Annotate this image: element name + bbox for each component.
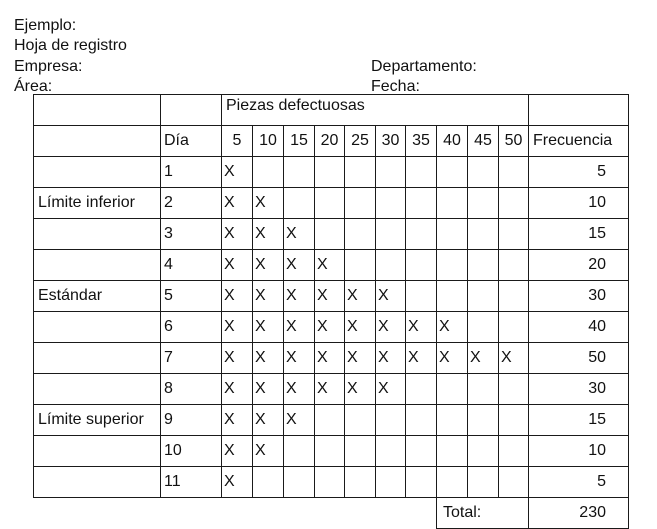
tally-mark: X bbox=[315, 281, 345, 312]
empty-cell bbox=[499, 157, 529, 188]
empty-cell bbox=[499, 188, 529, 219]
tally-mark: X bbox=[222, 188, 253, 219]
tally-mark: X bbox=[284, 219, 315, 250]
corner-cell bbox=[161, 95, 222, 126]
frequency-cell: 5 bbox=[529, 157, 629, 188]
limit-label bbox=[34, 312, 161, 343]
empty-cell bbox=[345, 250, 376, 281]
empty-cell bbox=[376, 436, 406, 467]
limit-label bbox=[34, 436, 161, 467]
empty-cell bbox=[468, 467, 499, 498]
table-row bbox=[34, 157, 629, 188]
empty-cell bbox=[437, 405, 468, 436]
department-label: Departamento: bbox=[371, 58, 477, 75]
empty-cell bbox=[284, 188, 315, 219]
empty-cell bbox=[253, 467, 284, 498]
frequency-cell: 15 bbox=[529, 405, 629, 436]
limit-label: Límite superior bbox=[34, 405, 161, 436]
corner-cell bbox=[529, 95, 629, 126]
column-header-row bbox=[34, 126, 629, 157]
empty-cell bbox=[345, 467, 376, 498]
tally-mark: X bbox=[284, 405, 315, 436]
tally-mark: X bbox=[222, 219, 253, 250]
limit-label bbox=[34, 467, 161, 498]
empty-cell bbox=[406, 250, 437, 281]
empty-cell bbox=[315, 405, 345, 436]
empty-cell bbox=[468, 405, 499, 436]
tally-mark: X bbox=[284, 281, 315, 312]
empty-cell bbox=[499, 374, 529, 405]
table-row bbox=[34, 281, 629, 312]
day-cell: 6 bbox=[161, 312, 222, 343]
tally-mark: X bbox=[437, 312, 468, 343]
table-row bbox=[34, 250, 629, 281]
frequency-cell: 20 bbox=[529, 250, 629, 281]
quantity-header: 5 bbox=[222, 126, 253, 157]
check-sheet-table bbox=[33, 94, 629, 529]
empty-cell bbox=[406, 405, 437, 436]
tally-mark: X bbox=[376, 343, 406, 374]
table-row bbox=[34, 436, 629, 467]
tally-mark: X bbox=[253, 281, 284, 312]
tally-mark: X bbox=[253, 374, 284, 405]
empty-cell bbox=[499, 436, 529, 467]
tally-mark: X bbox=[406, 343, 437, 374]
empty-cell bbox=[499, 312, 529, 343]
day-cell: 7 bbox=[161, 343, 222, 374]
limit-label bbox=[34, 374, 161, 405]
empty-cell bbox=[468, 281, 499, 312]
quantity-header: 15 bbox=[284, 126, 315, 157]
table-row bbox=[34, 374, 629, 405]
area-label: Área: bbox=[14, 78, 53, 95]
frequency-cell: 15 bbox=[529, 219, 629, 250]
tally-mark: X bbox=[315, 250, 345, 281]
quantity-header: 35 bbox=[406, 126, 437, 157]
tally-mark: X bbox=[315, 374, 345, 405]
empty-cell bbox=[315, 188, 345, 219]
empty-cell bbox=[284, 436, 315, 467]
empty-cell bbox=[499, 219, 529, 250]
table-row bbox=[34, 312, 629, 343]
limit-label: Estándar bbox=[34, 281, 161, 312]
tally-mark: X bbox=[222, 312, 253, 343]
empty-cell bbox=[406, 157, 437, 188]
sheet-title: Hoja de registro bbox=[14, 37, 127, 54]
empty-cell bbox=[437, 374, 468, 405]
empty-cell bbox=[376, 405, 406, 436]
empty-cell bbox=[437, 281, 468, 312]
day-cell: 5 bbox=[161, 281, 222, 312]
table-row bbox=[34, 188, 629, 219]
tally-mark: X bbox=[222, 467, 253, 498]
tally-mark: X bbox=[253, 188, 284, 219]
empty-cell bbox=[345, 219, 376, 250]
empty-cell bbox=[315, 467, 345, 498]
tally-mark: X bbox=[315, 312, 345, 343]
tally-mark: X bbox=[222, 281, 253, 312]
empty-cell bbox=[437, 219, 468, 250]
empty-cell bbox=[345, 436, 376, 467]
empty-cell bbox=[376, 188, 406, 219]
empty-cell bbox=[376, 219, 406, 250]
empty-cell bbox=[437, 250, 468, 281]
empty-cell bbox=[253, 157, 284, 188]
tally-mark: X bbox=[284, 250, 315, 281]
corner-cell bbox=[34, 95, 161, 126]
limit-label bbox=[34, 157, 161, 188]
tally-mark: X bbox=[345, 312, 376, 343]
tally-mark: X bbox=[253, 312, 284, 343]
quantity-header: 45 bbox=[468, 126, 499, 157]
tally-mark: X bbox=[376, 312, 406, 343]
quantity-header: 25 bbox=[345, 126, 376, 157]
empty-cell bbox=[499, 405, 529, 436]
date-label: Fecha: bbox=[371, 78, 420, 95]
total-row bbox=[34, 498, 629, 529]
tally-mark: X bbox=[499, 343, 529, 374]
empty-cell bbox=[468, 312, 499, 343]
day-cell: 8 bbox=[161, 374, 222, 405]
empty-cell bbox=[468, 219, 499, 250]
empty-cell bbox=[315, 157, 345, 188]
limit-label bbox=[34, 219, 161, 250]
frequency-cell: 5 bbox=[529, 467, 629, 498]
limit-label bbox=[34, 250, 161, 281]
empty-cell bbox=[437, 188, 468, 219]
empty-cell bbox=[345, 157, 376, 188]
empty-cell bbox=[376, 250, 406, 281]
empty-cell bbox=[499, 467, 529, 498]
company-label: Empresa: bbox=[14, 58, 83, 75]
tally-mark: X bbox=[345, 343, 376, 374]
quantity-header: 20 bbox=[315, 126, 345, 157]
empty-cell bbox=[499, 250, 529, 281]
empty-cell bbox=[468, 374, 499, 405]
tally-mark: X bbox=[253, 343, 284, 374]
quantity-header: 40 bbox=[437, 126, 468, 157]
tally-mark: X bbox=[376, 281, 406, 312]
empty-cell bbox=[406, 467, 437, 498]
blank-cell bbox=[34, 498, 437, 529]
table-row bbox=[34, 343, 629, 374]
empty-cell bbox=[315, 219, 345, 250]
tally-mark: X bbox=[284, 343, 315, 374]
empty-cell bbox=[437, 157, 468, 188]
quantity-header: 10 bbox=[253, 126, 284, 157]
total-value: 230 bbox=[529, 498, 629, 529]
tally-mark: X bbox=[253, 250, 284, 281]
tally-mark: X bbox=[222, 405, 253, 436]
empty-cell bbox=[284, 467, 315, 498]
frequency-cell: 30 bbox=[529, 374, 629, 405]
day-header: Día bbox=[161, 126, 222, 157]
limit-label: Límite inferior bbox=[34, 188, 161, 219]
tally-mark: X bbox=[222, 436, 253, 467]
day-cell: 11 bbox=[161, 467, 222, 498]
frequency-header: Frecuencia bbox=[529, 126, 629, 157]
empty-cell bbox=[284, 157, 315, 188]
empty-cell bbox=[406, 436, 437, 467]
example-label: Ejemplo: bbox=[14, 17, 77, 34]
empty-cell bbox=[499, 281, 529, 312]
limit-label bbox=[34, 343, 161, 374]
day-cell: 9 bbox=[161, 405, 222, 436]
table-row bbox=[34, 219, 629, 250]
defective-pieces-title: Piezas defectuosas bbox=[222, 95, 529, 126]
empty-cell bbox=[345, 188, 376, 219]
tally-mark: X bbox=[222, 250, 253, 281]
tally-mark: X bbox=[284, 312, 315, 343]
empty-cell bbox=[406, 281, 437, 312]
empty-cell bbox=[437, 467, 468, 498]
day-cell: 3 bbox=[161, 219, 222, 250]
empty-cell bbox=[376, 157, 406, 188]
quantity-header: 30 bbox=[376, 126, 406, 157]
frequency-cell: 10 bbox=[529, 188, 629, 219]
empty-cell bbox=[468, 157, 499, 188]
day-cell: 1 bbox=[161, 157, 222, 188]
frequency-cell: 40 bbox=[529, 312, 629, 343]
day-cell: 2 bbox=[161, 188, 222, 219]
tally-mark: X bbox=[253, 436, 284, 467]
tally-mark: X bbox=[315, 343, 345, 374]
empty-cell bbox=[376, 467, 406, 498]
table-row bbox=[34, 467, 629, 498]
empty-cell bbox=[468, 188, 499, 219]
frequency-cell: 10 bbox=[529, 436, 629, 467]
empty-cell bbox=[345, 405, 376, 436]
empty-cell bbox=[437, 436, 468, 467]
tally-mark: X bbox=[345, 374, 376, 405]
empty-cell bbox=[406, 374, 437, 405]
frequency-cell: 30 bbox=[529, 281, 629, 312]
day-cell: 4 bbox=[161, 250, 222, 281]
empty-cell bbox=[468, 436, 499, 467]
tally-mark: X bbox=[437, 343, 468, 374]
tally-mark: X bbox=[284, 374, 315, 405]
day-cell: 10 bbox=[161, 436, 222, 467]
empty-cell bbox=[315, 436, 345, 467]
tally-mark: X bbox=[376, 374, 406, 405]
tally-mark: X bbox=[406, 312, 437, 343]
empty-cell bbox=[406, 188, 437, 219]
empty-cell bbox=[468, 250, 499, 281]
label-header-cell bbox=[34, 126, 161, 157]
quantity-header: 50 bbox=[499, 126, 529, 157]
empty-cell bbox=[406, 219, 437, 250]
tally-mark: X bbox=[468, 343, 499, 374]
total-label: Total: bbox=[437, 498, 529, 529]
tally-mark: X bbox=[222, 374, 253, 405]
frequency-cell: 50 bbox=[529, 343, 629, 374]
tally-mark: X bbox=[253, 219, 284, 250]
tally-mark: X bbox=[345, 281, 376, 312]
tally-mark: X bbox=[222, 343, 253, 374]
tally-mark: X bbox=[253, 405, 284, 436]
tally-mark: X bbox=[222, 157, 253, 188]
title-row bbox=[34, 95, 629, 126]
table-row bbox=[34, 405, 629, 436]
